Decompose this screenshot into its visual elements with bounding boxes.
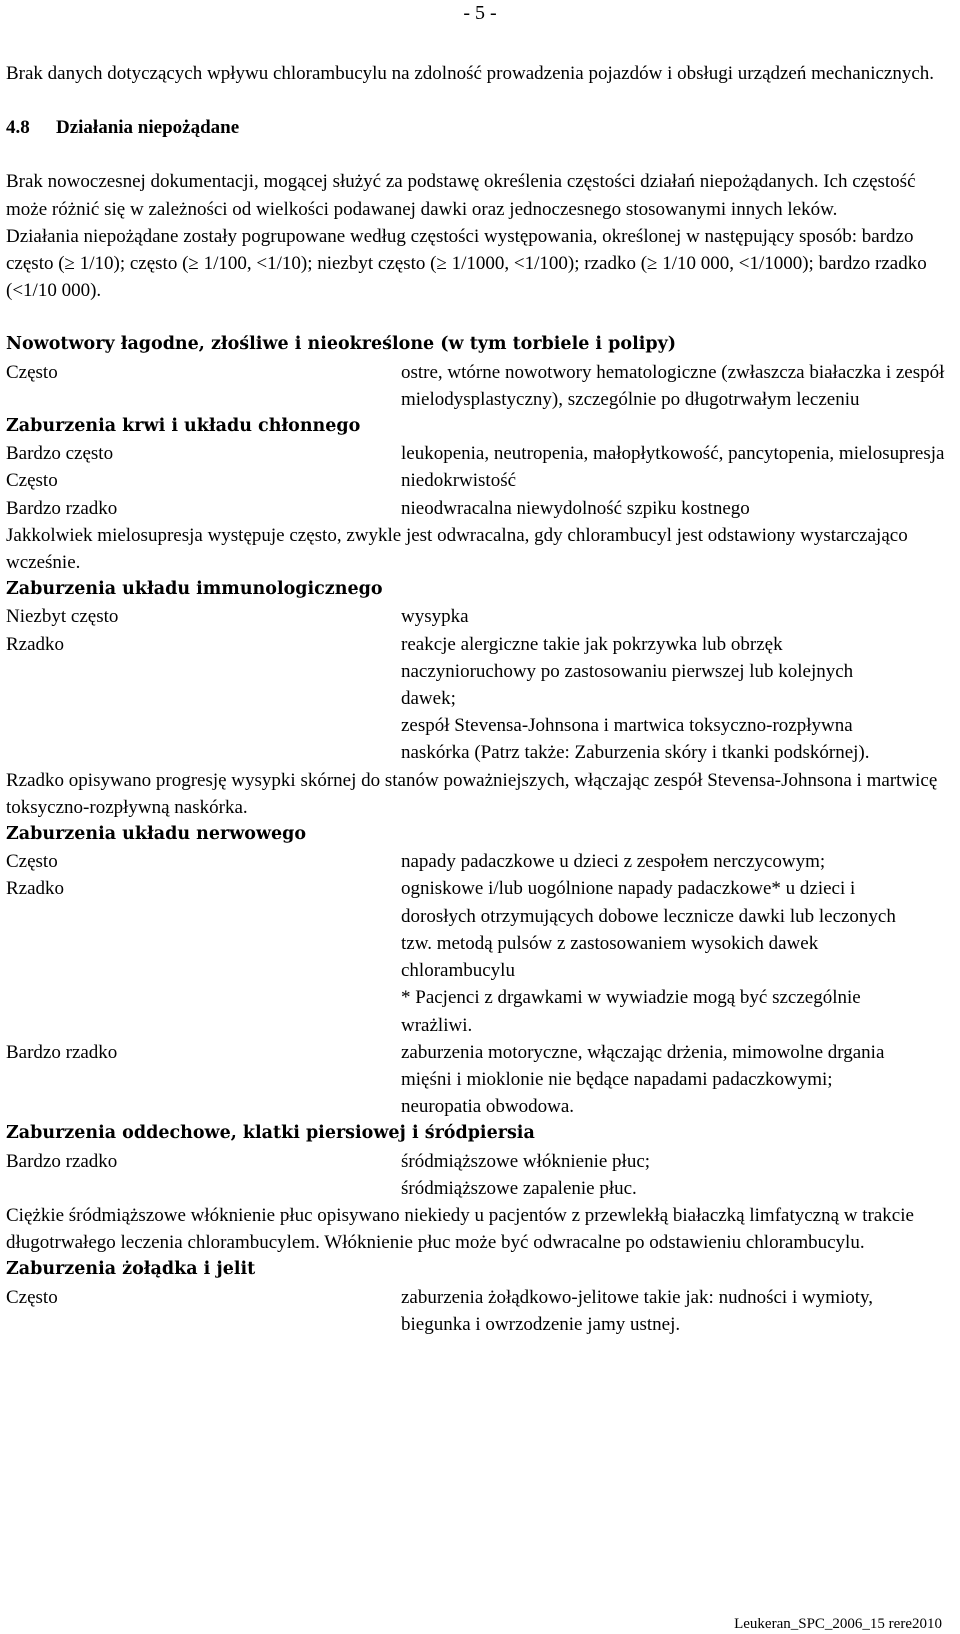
frequency-label: Często: [6, 470, 58, 492]
adverse-effect-text: neuropatia obwodowa.: [401, 1096, 575, 1118]
adverse-row: [6, 631, 946, 713]
adverse-effect-text: śródmiąższowe zapalenie płuc.: [401, 1177, 637, 1199]
section-heading: [6, 114, 946, 141]
group-heading-nervous: Zaburzenia układu nerwowego: [6, 824, 307, 845]
group-heading-immune: Zaburzenia układu immunologicznego: [6, 579, 383, 600]
adverse-row: [6, 467, 946, 494]
spacer: [6, 304, 946, 331]
adverse-effect-text: wysypka: [401, 606, 469, 628]
adverse-effect-text: * Pacjenci z drgawkami w wywiadzie mogą być szczególnie wrażliwi.: [401, 987, 861, 1036]
adverse-row: [6, 984, 946, 1038]
intro-paragraph: Brak danych dotyczących wpływu chlorambucylu na zdolność prowadzenia pojazdów i obsługi urządzeń mechanicznych.: [6, 63, 935, 84]
frequency-label: Niezbyt często: [6, 606, 119, 628]
adverse-row: [6, 1148, 946, 1175]
group-note-immune: Rzadko opisywano progresję wysypki skórnej do stanów poważniejszych, włączając zespół Stevensa-Johnsona i martwicę toksyczno-rozpływną naskórka.: [6, 769, 938, 818]
frequency-label: Bardzo rzadko: [6, 1150, 118, 1172]
frequency-label: [6, 1093, 401, 1120]
spacer: [6, 141, 946, 168]
section-number: 4.8: [6, 117, 30, 139]
frequency-label: Bardzo rzadko: [6, 1041, 118, 1063]
adverse-row: [6, 875, 946, 984]
group-heading-blood: Zaburzenia krwi i układu chłonnego: [6, 416, 361, 437]
adverse-row: [6, 1039, 946, 1093]
frequency-label: Rzadko: [6, 633, 65, 655]
paragraph-frequency-definitions: Działania niepożądane zostały pogrupowane według częstości występowania, określonej w następujący sposób: bardzo często (≥ 1/10); często (≥ 1/100, <1/10); niezbyt często (≥ 1/1000, <1/100); rzadko (≥ 1/10 000, <1/1000); bardzo rzadko (<1/10 000).: [6, 225, 927, 302]
frequency-label: [6, 712, 401, 766]
frequency-label: Rzadko: [6, 878, 65, 900]
adverse-row: [6, 1093, 946, 1120]
frequency-label: Często: [6, 851, 58, 873]
group-note-respiratory: Ciężkie śródmiąższowe włóknienie płuc opisywano niekiedy u pacjentów z przewlekłą białaczką limfatyczną w trakcie długotrwałego leczenia chlorambucylem. Włóknienie płuc może być odwracalne po odstawieniu chlorambucylu.: [6, 1204, 914, 1254]
adverse-effect-text: zespół Stevensa-Johnsona i martwica toksyczno-rozpływna naskórka (Patrz także: Zaburzenia skóry i tkanki podskórnej).: [401, 715, 870, 764]
adverse-row: [6, 603, 946, 630]
group-heading-gi: Zaburzenia żołądka i jelit: [6, 1259, 256, 1280]
page-content: [6, 60, 946, 1338]
adverse-row: [6, 359, 946, 413]
spacer: [6, 87, 946, 114]
group-heading-neoplasms: Nowotwory łagodne, złośliwe i nieokreślone (w tym torbiele i polipy): [6, 334, 677, 355]
adverse-row: [6, 495, 946, 522]
adverse-row: [6, 1284, 946, 1338]
frequency-label: Bardzo rzadko: [6, 497, 118, 519]
paragraph-documentation: Brak nowoczesnej dokumentacji, mogącej służyć za podstawę określenia częstości działań niepożądanych. Ich częstość może różnić się w zależności od wielkości podawanej dawki oraz jednoczesnego stosowanymi innych leków.: [6, 171, 916, 220]
frequency-label: Bardzo często: [6, 443, 114, 465]
section-title: Działania niepożądane: [56, 117, 240, 139]
frequency-label: [6, 984, 401, 1038]
adverse-effect-text: ostre, wtórne nowotwory hematologiczne (zwłaszcza białaczka i zespół mielodysplastyczny), szczególnie po długotrwałym leczeniu: [401, 361, 945, 410]
adverse-row: [6, 848, 946, 875]
frequency-label: [6, 1175, 401, 1202]
adverse-effect-text: reakcje alergiczne takie jak pokrzywka lub obrzęk naczynioruchowy po zastosowaniu pierwszej lub kolejnych dawek;: [401, 633, 854, 710]
group-note-blood: Jakkolwiek mielosupresja występuje często, zwykle jest odwracalna, gdy chlorambucyl jest odstawiony wystarczająco wcześnie.: [6, 524, 908, 574]
adverse-effect-text: zaburzenia żołądkowo-jelitowe takie jak: nudności i wymioty, biegunka i owrzodzenie jamy ustnej.: [401, 1286, 874, 1335]
adverse-effect-text: leukopenia, neutropenia, małopłytkowość, pancytopenia, mielosupresja: [401, 443, 945, 465]
adverse-row: [6, 712, 946, 766]
adverse-effect-text: zaburzenia motoryczne, włączając drżenia, mimowolne drgania mięśni i mioklonie nie będące napadami padaczkowymi;: [401, 1041, 885, 1090]
adverse-effect-text: śródmiąższowe włóknienie płuc;: [401, 1150, 651, 1172]
adverse-effect-text: ogniskowe i/lub uogólnione napady padaczkowe* u dzieci i dorosłych otrzymujących dobowe lecznicze dawki lub leczonych tzw. metodą pulsów z zastosowaniem wysokich dawek chlorambucylu: [401, 878, 896, 982]
adverse-effect-text: napady padaczkowe u dzieci z zespołem nerczycowym;: [401, 851, 826, 873]
group-heading-respiratory: Zaburzenia oddechowe, klatki piersiowej i śródpiersia: [6, 1123, 535, 1144]
document-footer: Leukeran_SPC_2006_15 rere2010: [734, 1616, 942, 1632]
adverse-effect-text: nieodwracalna niewydolność szpiku kostnego: [401, 497, 750, 519]
adverse-effect-text: niedokrwistość: [401, 470, 517, 492]
adverse-row: [6, 1175, 946, 1202]
page-number: - 5 -: [463, 2, 497, 24]
frequency-label: Często: [6, 1286, 58, 1308]
frequency-label: Często: [6, 361, 58, 383]
adverse-row: [6, 440, 946, 467]
